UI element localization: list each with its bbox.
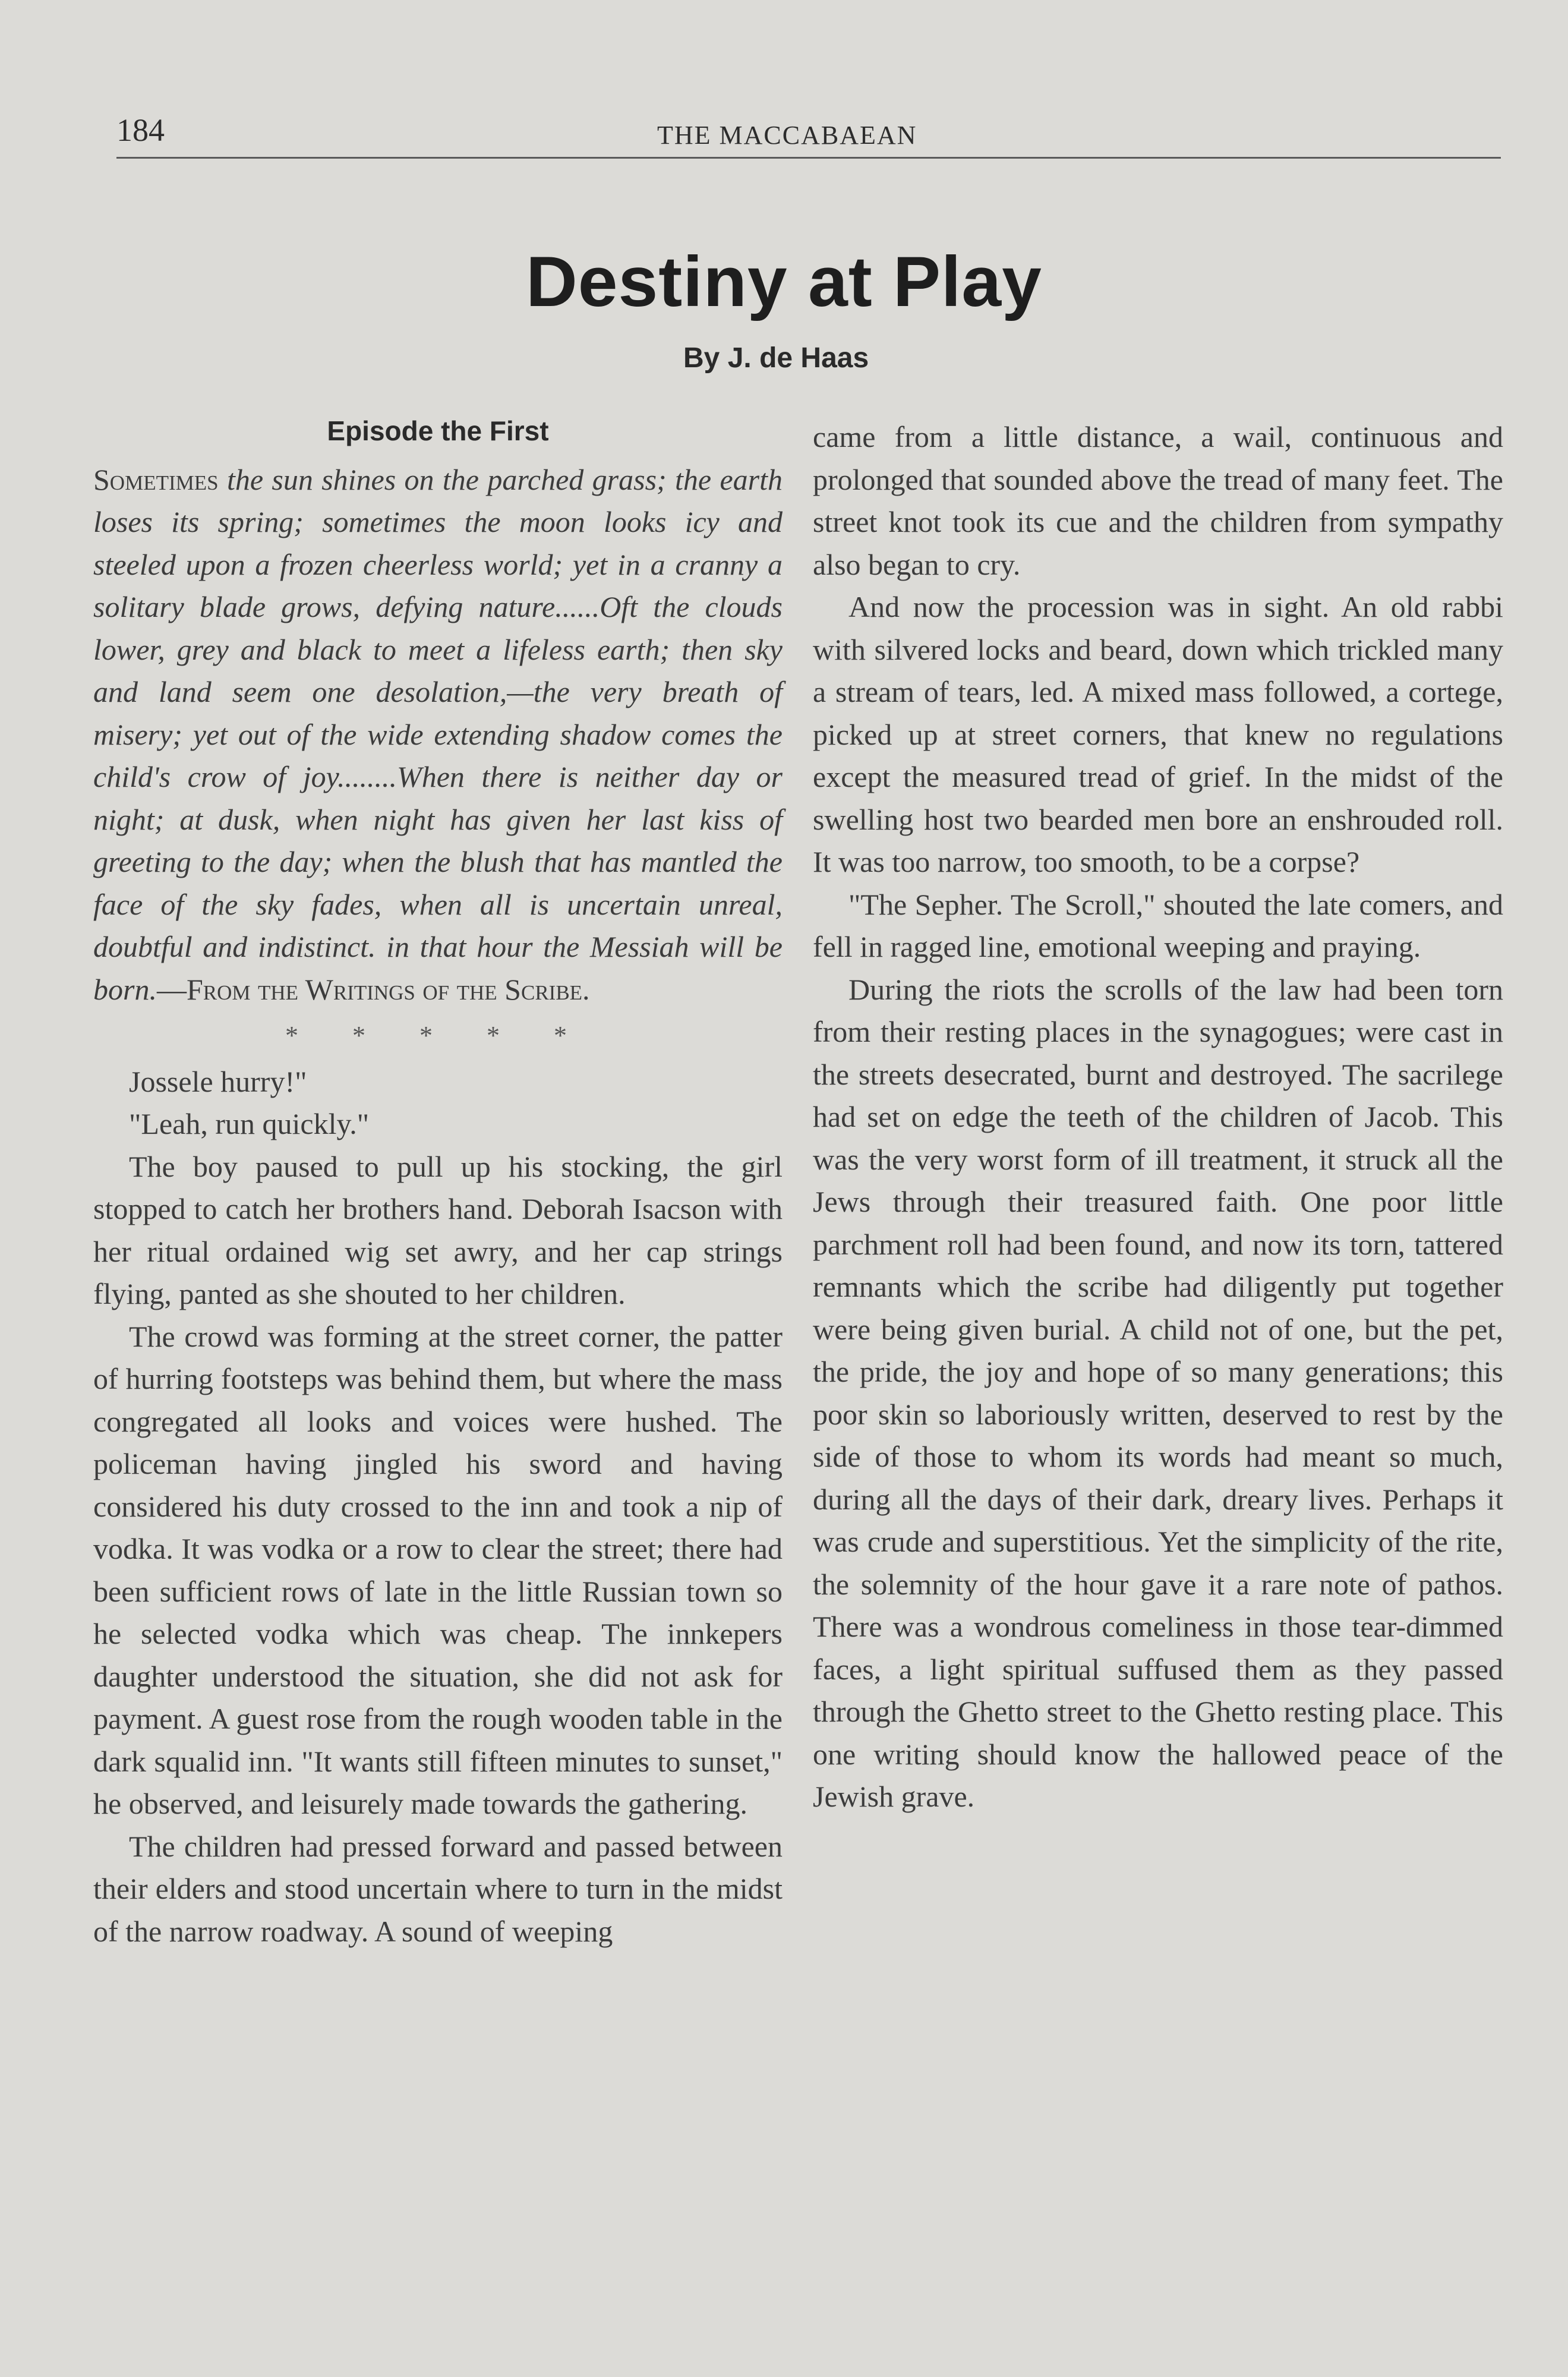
article-title: Destiny at Play <box>526 242 1042 321</box>
epigraph-source: —From the Writings of the Scribe. <box>156 972 590 1006</box>
article-byline: By J. de Haas <box>683 342 869 374</box>
header-rule <box>116 157 1501 159</box>
paragraph: During the riots the scrolls of the law had been torn from their resting places in the synagogues; were cast in the streets desecrated, burnt and destroyed. The sacrilege had set on edge the teeth of the children of Jacob. This was the very worst form of ill treatment, it struck all the Jews through their treasured faith. One poor little parchment roll had been found, and now its torn, tattered remnants which the scribe had diligently put together were being given burial. A child not of one, but the pet, the pride, the joy and hope of so many generations; this poor skin so laboriously written, deserved to rest by the side of those to whom its words had meant so much, during all the days of their dark, dreary lives. Perhaps it was crude and superstitious. Yet the simplicity of the rite, the solemnity of the hour gave it a rare note of pathos. There was a wondrous comeliness in those tear-dimmed faces, a light spiritual suffused them as they passed through the Ghetto street to the Ghetto resting place. This one writing should know the hallowed peace of the Jewish grave. <box>813 972 1503 1813</box>
section-separator: * * * * * <box>285 1021 591 1050</box>
epigraph-text: the sun shines on the parched grass; the earth loses its spring; sometimes the moon looks icy and steeled upon a frozen cheerless world; yet in a cranny a solitary blade grows, defying nature......Oft the clouds lower, grey and black to meet a lifeless earth; then sky and land seem one desolation,—the very breath of misery; yet out of the wide extending shadow comes the child's crow of joy........When there is neither day or night; at dusk, when night has given her last kiss of greeting to the day; when the blush that has mantled the face of the sky fades, when all is uncertain unreal, doubtful and indistinct. in that hour the Messiah will be born. <box>93 462 783 1006</box>
paragraph: The children had pressed forward and passed between their elders and stood uncertain where to turn in the midst of the narrow roadway. A sound of weeping <box>93 1829 783 1948</box>
left-column <box>93 410 783 1953</box>
page-number: 184 <box>116 112 165 148</box>
paragraph: The boy paused to pull up his stocking, the girl stopped to catch her brothers hand. Deborah Isacson with her ritual ordained wig set awry, and her cap strings flying, panted as she shouted to her children. <box>93 1149 783 1310</box>
right-column <box>813 416 1503 1818</box>
page-header <box>116 112 1501 165</box>
epigraph-opening: Sometimes <box>93 462 219 496</box>
paragraph: came from a little distance, a wail, continuous and prolonged that sounded above the tread of many feet. The street knot took its cue and the children from sympathy also began to cry. <box>813 420 1503 581</box>
epigraph <box>93 459 783 1011</box>
paragraph: And now the procession was in sight. An old rabbi with silvered locks and beard, down which trickled many a stream of tears, led. A mixed mass followed, a cortege, picked up at street corners, that knew no regulations except the measured tread of grief. In the midst of the swelling host two bearded men bore an enshrouded roll. It was too narrow, too smooth, to be a corpse? <box>813 590 1503 878</box>
paragraph: "The Sepher. The Scroll," shouted the late comers, and fell in ragged line, emotional weeping and praying. <box>813 887 1503 963</box>
paragraph: "Leah, run quickly." <box>129 1107 370 1140</box>
episode-heading: Episode the First <box>327 415 549 446</box>
paragraph: Jossele hurry!" <box>129 1064 307 1098</box>
paragraph: The crowd was forming at the street corner, the patter of hurring footsteps was behind them, but where the mass congregated all looks and voices were hushed. The policeman having jingled his sword and having considered his duty crossed to the inn and took a nip of vodka. It was vodka or a row to clear the street; there had been sufficient rows of late in the little Russian town so he selected vodka which was cheap. The innkepers daughter understood the situation, she did not ask for payment. A guest rose from the rough wooden table in the dark squalid inn. "It wants still fifteen minutes to sunset," he observed, and leisurely made towards the gathering. <box>93 1319 783 1820</box>
running-head: THE MACCABAEAN <box>657 121 917 150</box>
